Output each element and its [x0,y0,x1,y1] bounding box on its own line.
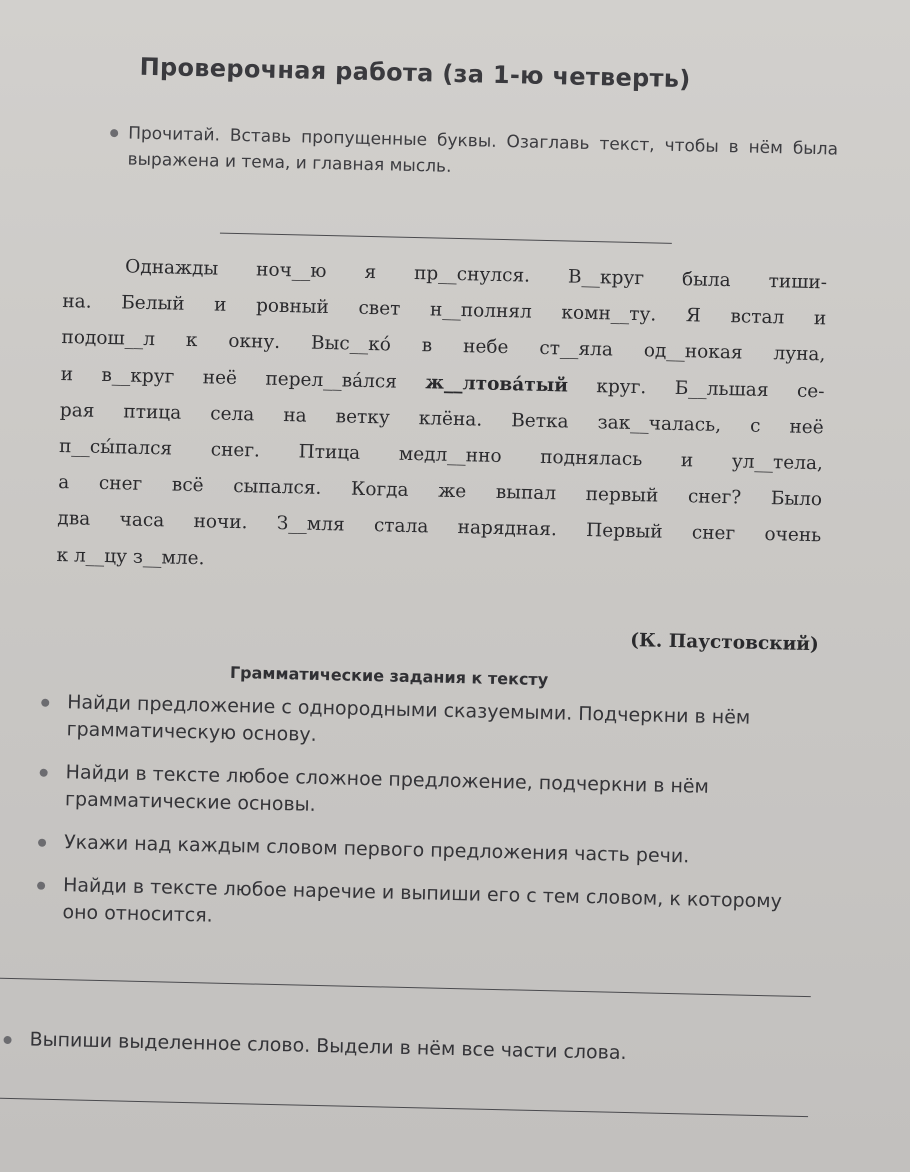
page-title: Проверочная работа (за 1-ю четверть) [139,52,691,94]
task-item [34,829,814,874]
story-text [56,248,827,591]
bullet-icon [110,129,118,137]
story-text-segment: круг. Б__льшая се- [567,375,825,402]
story-line: Однажды ноч__ю я пр__снулся. В__круг была тиши- [124,256,828,294]
task-list [32,689,818,960]
instruction-text: Прочитай. Вставь пропущенные буквы. Озаглавь текст, чтобы в нём была выражена и тема, и главная мысль. [127,123,839,177]
story-text-segment: и в__круг неё перел__ва́лся [60,363,426,393]
story-line: рая птица села на ветку клёна. Ветка зак__чалась, с неё [59,399,824,439]
story-line: а снег всё сыпался. Когда же выпал первый снег? Было [58,472,823,511]
task-text: Укажи над каждым словом первого предложения часть речи. [63,831,690,868]
final-task-text: Выпиши выделенное слово. Выдели в нём все части слова. [29,1028,627,1065]
answer-line [0,978,811,998]
task-item [36,689,817,761]
task-item [35,759,816,831]
task-text: Найди предложение с однородными сказуемыми. Подчеркни в нём грамматическую основу. [66,691,751,746]
story-line: на. Белый и ровный свет н__полнял комн__ту. Я встал и [62,291,827,330]
task-text: Найди в тексте любое сложное предложение, подчеркни в нём грамматические основы. [64,761,710,816]
title-answer-line [220,233,672,244]
author-attribution: (К. Паустовский) [630,629,819,656]
bullet-icon [38,839,46,847]
task-item [32,872,813,944]
bullet-icon [40,769,48,777]
bullet-icon [41,699,49,707]
task-text: Найди в тексте любое наречие и выпиши его с тем словом, к которому оно относится. [62,874,783,927]
highlighted-word: ж__лтова́тый [425,371,569,397]
grammar-heading: Грамматические задания к тексту [229,662,549,690]
answer-line [0,1098,808,1118]
story-line: подош__л к окну. Выс__ко́ в небе ст__яла од__нокая луна, [61,327,826,366]
final-task-item [0,1026,830,1072]
story-line: п__сы́пался снег. Птица медл__нно поднялась и ул__тела, [58,435,824,475]
story-line: два часа ночи. З__мля стала нарядная. Первый снег очень [57,508,822,547]
bullet-icon [3,1036,11,1044]
bullet-icon [37,882,45,890]
story-line: к л__цу з__мле. [56,544,205,569]
